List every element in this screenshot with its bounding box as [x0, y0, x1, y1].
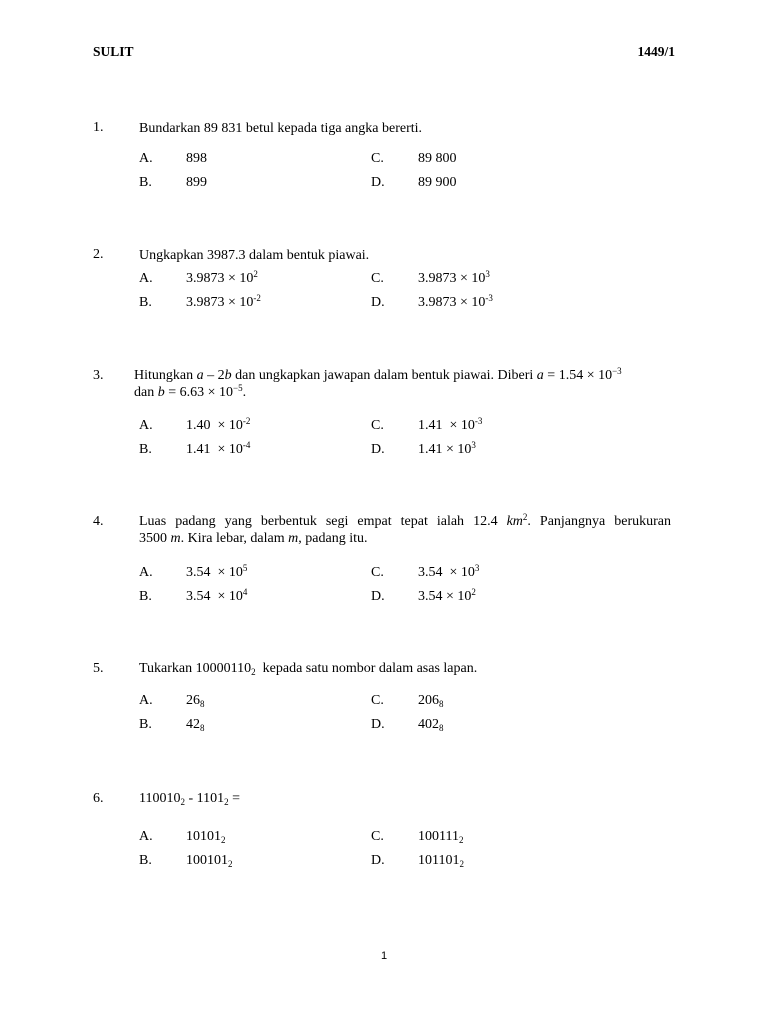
question-text: Ungkapkan 3987.3 dalam bentuk piawai.: [139, 248, 370, 263]
question-number: 6.: [93, 791, 104, 806]
question-text-line-2: 3500 m. Kira lebar, dalam m, padang itu.: [139, 531, 368, 546]
option-b-value: $42_8$: [186, 717, 205, 733]
option-b-label: B.: [139, 589, 152, 604]
option-d-value: $101101_2$: [418, 853, 464, 869]
option-d-label: D.: [371, 175, 385, 190]
option-d-value: $402_8$: [418, 717, 444, 733]
question-text: Bundarkan 89 831 betul kepada tiga angka bererti.: [139, 121, 423, 136]
question-text-line-1: Luas padang yang berbentuk segi empat tepat ialah 12.4 $km^2$. Panjangnya berukuran: [139, 512, 671, 529]
option-a-label: A.: [139, 151, 153, 166]
option-b-label: B.: [139, 295, 152, 310]
option-a-label: A.: [139, 418, 153, 433]
option-d-value: $1.41 \times 10^3$: [418, 440, 476, 457]
question-number: 5.: [93, 661, 104, 676]
option-c-value: $1.41 \times 10^{-3}$: [418, 416, 483, 433]
option-b-value: $100101_2$: [186, 853, 233, 869]
option-b-label: B.: [139, 175, 152, 190]
option-d-label: D.: [371, 589, 385, 604]
option-b-label: B.: [139, 717, 152, 732]
option-a-value: $10101_2$: [186, 829, 226, 845]
option-c-label: C.: [371, 565, 384, 580]
option-d-value: 89 900: [418, 175, 457, 190]
page-number: 1: [380, 950, 388, 962]
option-a-value: 898: [186, 151, 207, 166]
option-b-value: $3.9873 \times 10^{-2}$: [186, 293, 261, 310]
option-d-label: D.: [371, 295, 385, 310]
option-a-value: $1.40 \times 10^{-2}$: [186, 416, 251, 433]
question-text: $110010_2 - 1101_2$ =: [139, 791, 241, 807]
option-a-label: A.: [139, 829, 153, 844]
question-number: 4.: [93, 514, 104, 529]
option-a-label: A.: [139, 271, 153, 286]
option-a-value: $3.9873 \times 10^2$: [186, 269, 258, 286]
question-number: 3.: [93, 368, 104, 383]
question-number: 1.: [93, 120, 104, 135]
option-c-label: C.: [371, 418, 384, 433]
option-d-value: $3.9873 \times 10^{-3}$: [418, 293, 493, 310]
option-d-label: D.: [371, 717, 385, 732]
option-a-label: A.: [139, 693, 153, 708]
option-b-label: B.: [139, 442, 152, 457]
option-c-value: $3.54 \times 10^3$: [418, 563, 480, 580]
option-a-value: $26_8$: [186, 693, 205, 709]
question-text-line-2: dan $b = 6.63 \times 10^{-5}$.: [134, 383, 247, 400]
option-a-label: A.: [139, 565, 153, 580]
option-a-value: $3.54 \times 10^5$: [186, 563, 248, 580]
option-c-label: C.: [371, 271, 384, 286]
option-d-label: D.: [371, 853, 385, 868]
option-b-value: $1.41 \times 10^{-4}$: [186, 440, 251, 457]
option-c-value: $100111_2$: [418, 829, 464, 845]
option-c-value: 89 800: [418, 151, 457, 166]
option-b-value: $3.54 \times 10^4$: [186, 587, 248, 604]
question-number: 2.: [93, 247, 104, 262]
option-b-label: B.: [139, 853, 152, 868]
question-text: Tukarkan $10000110_2$ kepada satu nombor dalam asas lapan.: [139, 661, 478, 677]
option-c-label: C.: [371, 693, 384, 708]
option-c-value: $3.9873 \times 10^3$: [418, 269, 490, 286]
option-c-value: $206_8$: [418, 693, 444, 709]
option-b-value: 899: [186, 175, 207, 190]
header-right: 1449/1: [637, 44, 675, 59]
header-left: SULIT: [93, 44, 134, 59]
option-c-label: C.: [371, 151, 384, 166]
question-text-line-1: Hitungkan a – 2b dan ungkapkan jawapan dalam bentuk piawai. Diberi $a = 1.54 \times 10^{-3}$: [134, 366, 622, 383]
option-c-label: C.: [371, 829, 384, 844]
option-d-value: $3.54 \times 10^2$: [418, 587, 476, 604]
option-d-label: D.: [371, 442, 385, 457]
